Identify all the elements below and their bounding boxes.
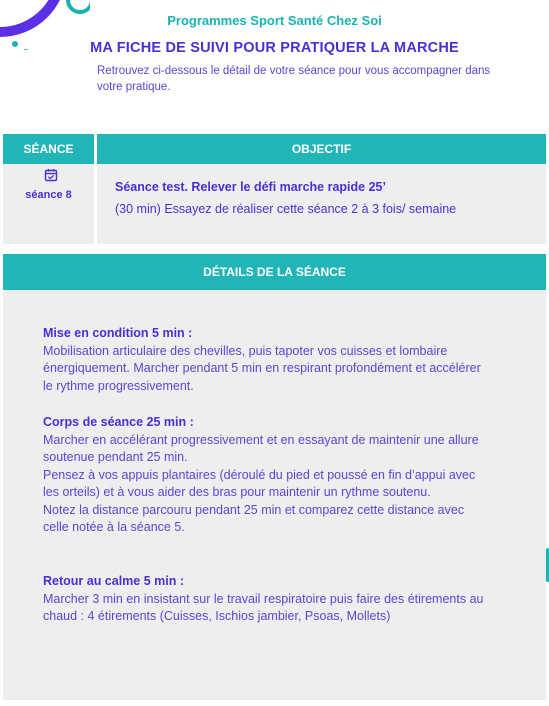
seance-column-header: SÉANCE (3, 134, 94, 164)
objective-title: Séance test. Relever le défi marche rapide 25’ (115, 180, 386, 194)
section-text: Marcher en accélérant progressivement et en essayant de maintenir une allure soutenue pendant 25 min. (43, 432, 479, 464)
section-text: Pensez à vos appuis plantaires (déroulé du pied et poussé en fin d’appui avec les orteils) et à vous aider des bras pour maintenir un rythme soutenu. (43, 467, 476, 499)
intro-text: Retrouvez ci-dessous le détail de votre séance pour vous accompagner dans votre pratique. (97, 65, 491, 93)
details-header: DÉTAILS DE LA SÉANCE (3, 254, 546, 290)
section-title: Corps de séance 25 min : (43, 415, 194, 429)
page-title: MA FICHE DE SUIVI POUR PRATIQUER LA MARCHE (90, 40, 459, 56)
section-text: Notez la distance parcouru pendant 25 min et comparez cette distance avec celle notée à la séance 5. (43, 502, 465, 534)
calendar-check-icon (44, 168, 58, 182)
objective-description: (30 min) Essayez de réaliser cette séance 2 à 3 fois/ semaine (115, 202, 457, 216)
section-title: Mise en condition 5 min : (43, 326, 193, 340)
seance-number: séance 8 (25, 189, 72, 201)
section-title: Retour au calme 5 min : (43, 574, 185, 588)
program-name: Programmes Sport Santé Chez Soi (167, 13, 382, 28)
objectif-column-header: OBJECTIF (97, 134, 546, 164)
details-section-main (43, 414, 488, 537)
section-text: Mobilisation articulaire des chevilles, puis tapoter vos cuisses et lombaire énergiquement. Marcher pendant 5 min en respirant profondément et accélérer le rythme progressivement. (43, 343, 481, 393)
details-section-cooldown (43, 573, 488, 626)
section-text: Marcher 3 min en insistant sur le travail respiratoire puis faire des étirements au chaud : 4 étirements (Cuisses, Ischios jambier, Psoas, Mollets) (43, 591, 484, 623)
details-section-warmup (43, 325, 488, 395)
